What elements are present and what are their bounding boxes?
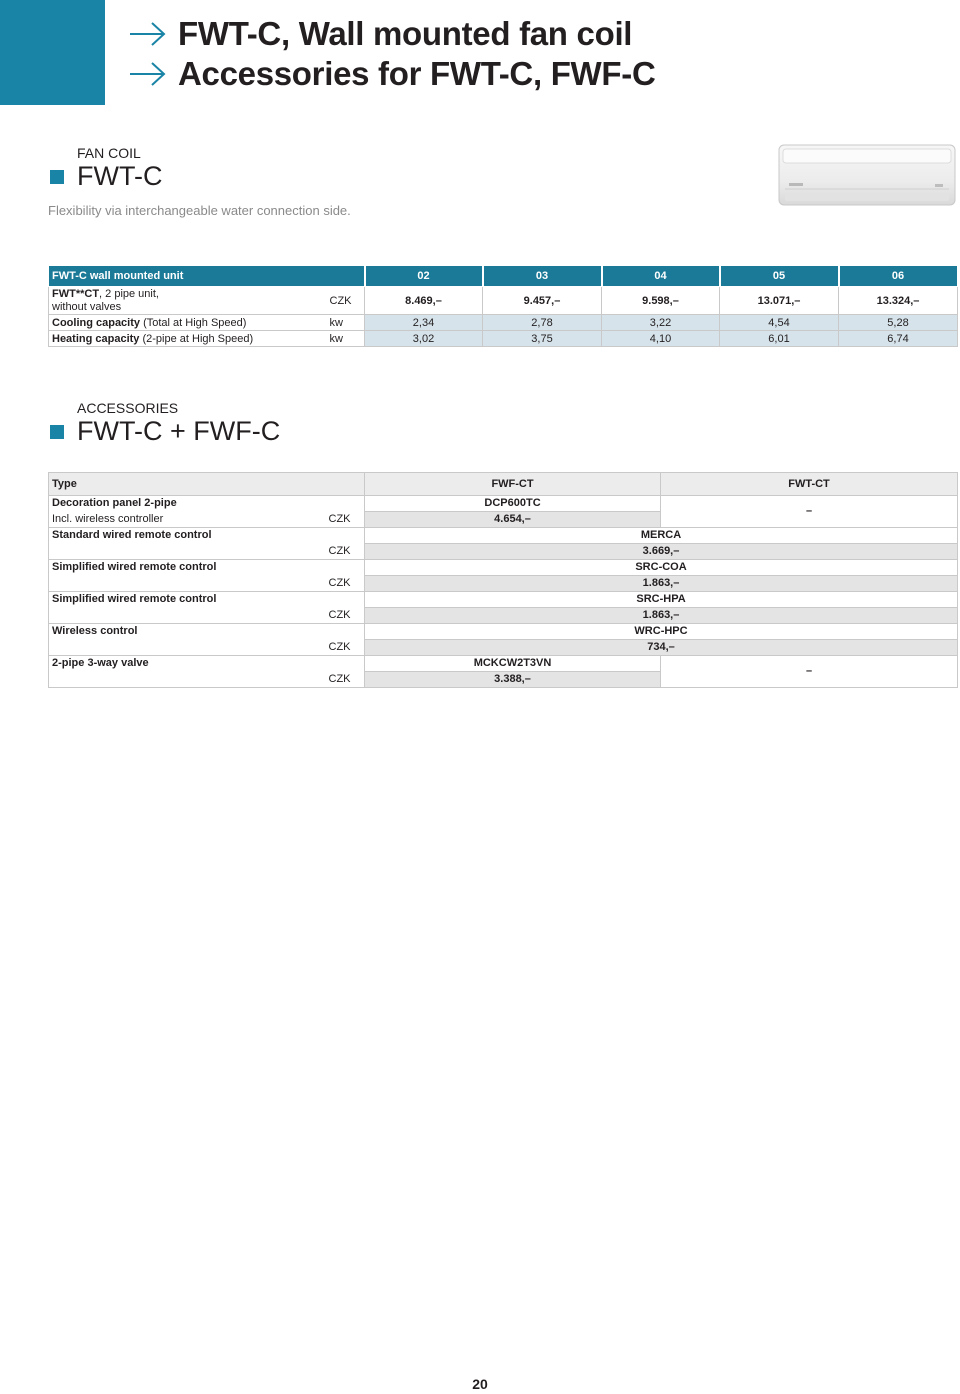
acc-item-name: Decoration panel 2-pipe — [49, 496, 326, 512]
heating-row-label — [49, 331, 327, 347]
table-row — [49, 544, 958, 560]
unit-cell: CZK — [326, 640, 365, 656]
table-row — [49, 560, 958, 576]
cooling-label-rest: (Total at High Speed) — [140, 316, 247, 329]
arrow-right-icon — [128, 61, 168, 87]
acc-item-price: 3.669,– — [365, 544, 958, 560]
price-row-model: FWT**CT — [52, 288, 100, 300]
title-line-1 — [128, 14, 655, 54]
cooling-cell: 3,22 — [602, 315, 720, 331]
table-row — [49, 528, 958, 544]
acc-item-price: 4.654,– — [365, 512, 661, 528]
acc-item-code: SRC-HPA — [365, 592, 958, 608]
page-number: 20 — [472, 1376, 488, 1392]
unit-cell: CZK — [327, 287, 365, 315]
unit-cell: CZK — [326, 672, 365, 688]
table-row — [49, 592, 958, 608]
table-row — [49, 656, 958, 672]
acc-item-code: MERCA — [365, 528, 958, 544]
section-category: ACCESSORIES — [77, 400, 179, 416]
acc-item-price: 1.863,– — [365, 576, 958, 592]
heating-cell: 6,74 — [839, 331, 958, 347]
price-cell: 9.457,– — [483, 287, 602, 315]
section-title: FWT-C + FWF-C — [77, 416, 281, 446]
heating-cell: 6,01 — [720, 331, 839, 347]
model-header: 06 — [839, 266, 958, 287]
acc-item-code: SRC-COA — [365, 560, 958, 576]
heating-cell: 4,10 — [602, 331, 720, 347]
unit-cell: CZK — [326, 608, 365, 624]
cooling-row — [49, 315, 958, 331]
price-row-label — [49, 287, 327, 315]
acc-item-price: 3.388,– — [365, 672, 661, 688]
acc-item-price: 734,– — [365, 640, 958, 656]
model-header: 05 — [720, 266, 839, 287]
model-header: 04 — [602, 266, 720, 287]
acc-col-fwt: FWT-CT — [661, 473, 958, 496]
unit-cell: kw — [327, 315, 365, 331]
title-line-2 — [128, 54, 655, 94]
price-row — [49, 287, 958, 315]
page-titles — [128, 14, 655, 94]
cooling-label-bold: Cooling capacity — [52, 316, 141, 329]
unit-cell: CZK — [326, 576, 365, 592]
acc-item-name: Simplified wired remote control — [49, 560, 326, 576]
price-cell: 13.324,– — [839, 287, 958, 315]
unit-cell: kw — [327, 331, 365, 347]
acc-item-code: DCP600TC — [365, 496, 661, 512]
table-row — [49, 496, 958, 512]
heating-label-bold: Heating capacity — [52, 332, 140, 345]
cooling-cell: 2,78 — [483, 315, 602, 331]
acc-item-code: MCKCW2T3VN — [365, 656, 661, 672]
price-cell: 13.071,– — [720, 287, 839, 315]
price-cell: 9.598,– — [602, 287, 720, 315]
page-subtitle: Accessories for FWT-C, FWF-C — [178, 55, 656, 92]
spec-header-row — [49, 266, 958, 287]
table-row — [49, 640, 958, 656]
acc-item-name: Standard wired remote control — [49, 528, 326, 544]
heating-cell: 3,75 — [483, 331, 602, 347]
price-row-desc2: without valves — [52, 301, 122, 313]
model-header: 02 — [365, 266, 483, 287]
bullet-square-icon — [50, 425, 64, 439]
bullet-square-icon — [50, 170, 64, 184]
acc-col-fwf: FWF-CT — [365, 473, 661, 496]
section-category: FAN COIL — [77, 145, 141, 161]
acc-na-cell: – — [661, 496, 958, 528]
section-tagline: Flexibility via interchangeable water connection side. — [48, 203, 351, 218]
heating-row — [49, 331, 958, 347]
model-header: 03 — [483, 266, 602, 287]
acc-item-code: WRC-HPC — [365, 624, 958, 640]
table-row — [49, 624, 958, 640]
acc-item-note: Incl. wireless controller — [49, 512, 326, 528]
acc-col-type: Type — [49, 473, 365, 496]
cooling-cell: 4,54 — [720, 315, 839, 331]
spec-table — [48, 265, 959, 347]
cooling-cell: 5,28 — [839, 315, 958, 331]
acc-item-name: Wireless control — [49, 624, 326, 640]
table-row — [49, 608, 958, 624]
arrow-right-icon — [128, 21, 168, 47]
heating-cell: 3,02 — [365, 331, 483, 347]
accessories-table — [48, 472, 958, 688]
acc-item-name: 2-pipe 3-way valve — [49, 656, 326, 672]
acc-item-name: Simplified wired remote control — [49, 592, 326, 608]
unit-cell: CZK — [326, 544, 365, 560]
acc-na-cell: – — [661, 656, 958, 688]
page-title: FWT-C, Wall mounted fan coil — [178, 15, 633, 52]
unit-cell: CZK — [326, 512, 365, 528]
cooling-cell: 2,34 — [365, 315, 483, 331]
corner-accent-block — [0, 0, 105, 105]
section-title: FWT-C — [77, 161, 163, 191]
price-row-desc: , 2 pipe unit, — [99, 288, 159, 300]
acc-header-row — [49, 473, 958, 496]
wall-unit-image — [777, 143, 957, 207]
spec-header-label: FWT-C wall mounted unit — [49, 266, 365, 287]
price-cell: 8.469,– — [365, 287, 483, 315]
heating-label-rest: (2-pipe at High Speed) — [139, 332, 254, 345]
acc-item-price: 1.863,– — [365, 608, 958, 624]
table-row — [49, 576, 958, 592]
cooling-row-label — [49, 315, 327, 331]
